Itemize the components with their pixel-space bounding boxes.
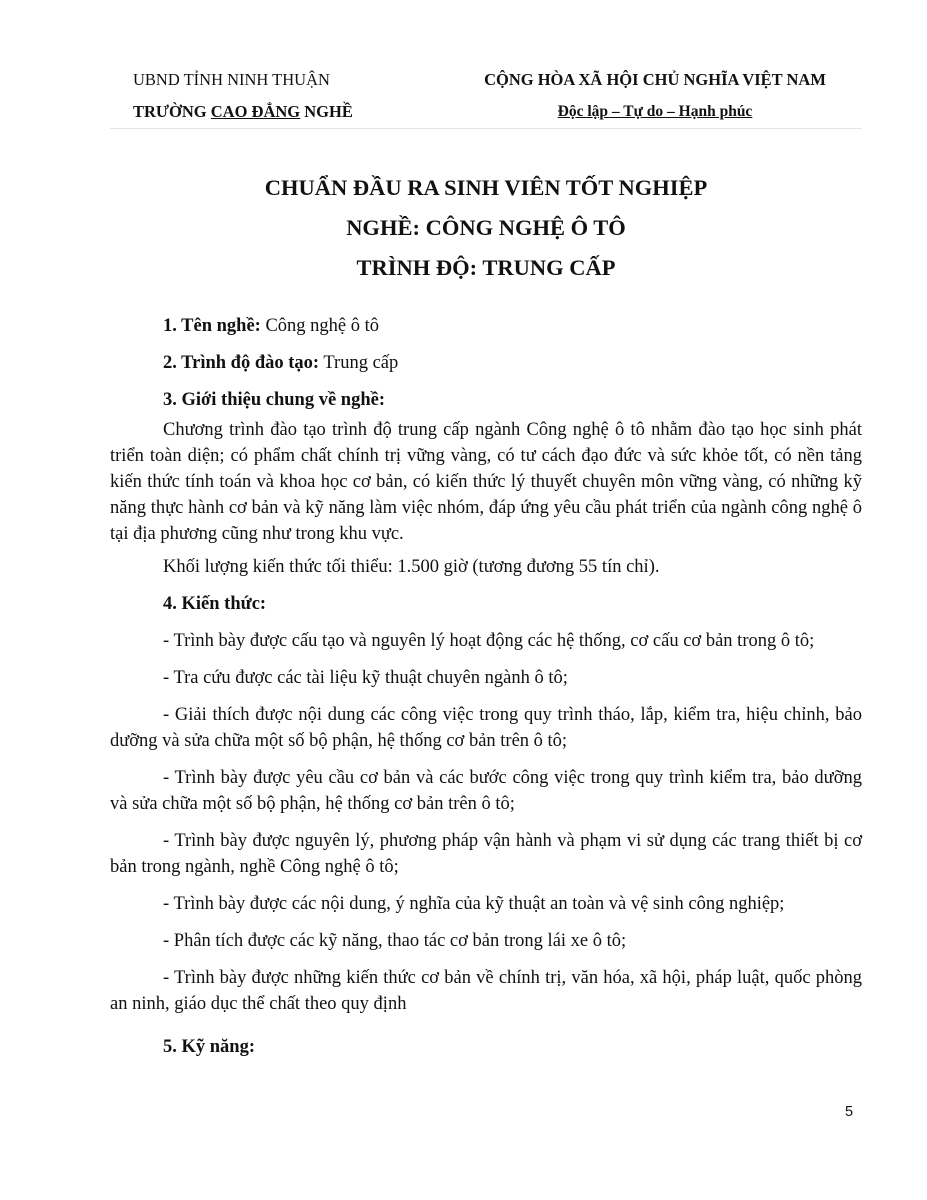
document-title	[110, 168, 862, 288]
title-line-3: TRÌNH ĐỘ: TRUNG CẤP	[356, 255, 616, 280]
section-2: 2. Trình độ đào tạo: Trung cấp	[163, 353, 399, 373]
knowledge-item: - Trình bày được các nội dung, ý nghĩa của kỹ thuật an toàn và vệ sinh công nghiệp;	[163, 894, 785, 914]
document-body	[110, 313, 862, 1060]
page-number: 5	[845, 1104, 854, 1120]
section-3-volume: Khối lượng kiến thức tối thiểu: 1.500 giờ (tương đương 55 tín chỉ).	[163, 557, 660, 577]
knowledge-item: - Trình bày được những kiến thức cơ bản về chính trị, văn hóa, xã hội, pháp luật, quốc phòng an ninh, giáo dục thể chất theo quy định	[110, 968, 862, 1014]
header-authority: UBND TỈNH NINH THUẬN	[133, 70, 330, 89]
header-country: CỘNG HÒA XÃ HỘI CHỦ NGHĨA VIỆT NAM	[484, 70, 826, 89]
section-3-paragraph: Chương trình đào tạo trình độ trung cấp ngành Công nghệ ô tô nhằm đào tạo học sinh phát triển toàn diện; có phẩm chất chính trị vững vàng, có tư cách đạo đức và sức khỏe tốt, có nền tảng kiến thức tính toán và khoa học cơ bản, có kiến thức lý thuyết chuyên môn vững vàng, có những kỹ năng thực hành cơ bản và kỹ năng làm việc nhóm, đáp ứng yêu cầu phát triển của ngành công nghệ ô tại địa phương cũng như trong khu vực.	[110, 420, 862, 544]
header-national-motto	[455, 64, 855, 128]
header-organization	[133, 64, 393, 128]
section-4-heading: 4. Kiến thức:	[163, 594, 267, 614]
knowledge-item: - Phân tích được các kỹ năng, thao tác cơ bản trong lái xe ô tô;	[163, 931, 627, 951]
title-line-2: NGHỀ: CÔNG NGHỆ Ô TÔ	[346, 215, 626, 240]
section-5-heading: 5. Kỹ năng:	[163, 1037, 256, 1057]
knowledge-item: - Trình bày được nguyên lý, phương pháp vận hành và phạm vi sử dụng các trang thiết bị cơ bản trong ngành, nghề Công nghệ ô tô;	[110, 831, 862, 877]
header-motto: Độc lập – Tự do – Hạnh phúc	[557, 103, 753, 120]
knowledge-item: - Tra cứu được các tài liệu kỹ thuật chuyên ngành ô tô;	[163, 668, 568, 688]
knowledge-item: - Trình bày được cấu tạo và nguyên lý hoạt động các hệ thống, cơ cấu cơ bản trong ô tô;	[163, 631, 815, 651]
section-1: 1. Tên nghề: Công nghệ ô tô	[163, 316, 380, 336]
title-line-1: CHUẨN ĐẦU RA SINH VIÊN TỐT NGHIỆP	[264, 175, 708, 200]
section-3-heading: 3. Giới thiệu chung về nghề:	[163, 390, 385, 410]
header-school: TRƯỜNG CAO ĐẲNG NGHỀ	[133, 102, 353, 121]
knowledge-item: - Giải thích được nội dung các công việc trong quy trình tháo, lắp, kiểm tra, hiệu chỉnh, bảo dưỡng và sửa chữa một số bộ phận, hệ thống cơ bản trên ô tô;	[110, 705, 862, 751]
header-divider	[110, 128, 862, 129]
knowledge-item: - Trình bày được yêu cầu cơ bản và các bước công việc trong quy trình kiểm tra, bảo dưỡng và sửa chữa một số bộ phận, hệ thống cơ bản trên ô tô;	[110, 768, 862, 814]
